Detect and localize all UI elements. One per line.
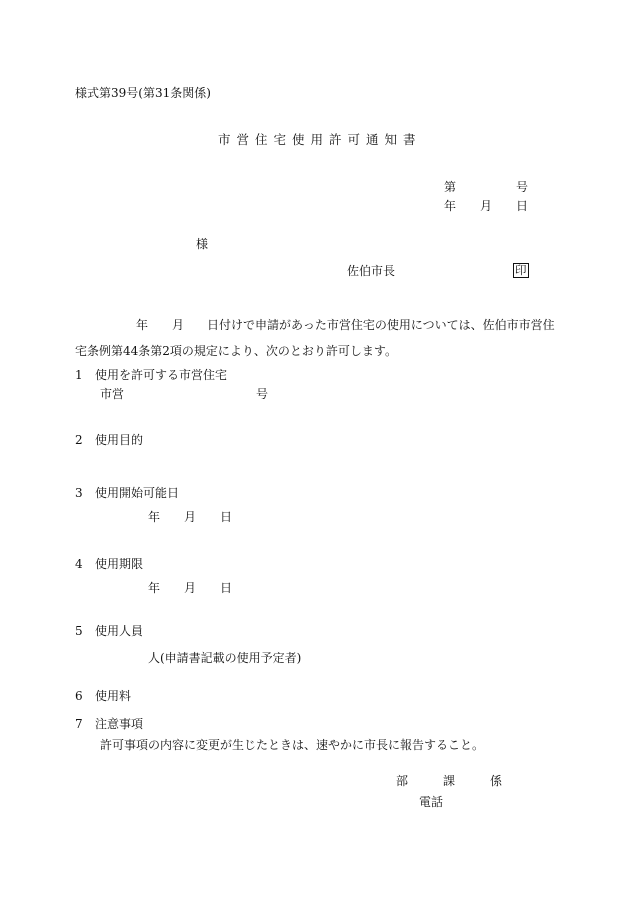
- item4-month: 月: [184, 581, 197, 595]
- contact-unit: 係: [490, 774, 503, 788]
- seal-label: 印: [515, 263, 527, 277]
- item2-number: 2: [75, 433, 83, 447]
- doc-no-prefix: 第: [444, 180, 457, 194]
- item1-suffix: 号: [256, 387, 269, 401]
- item3-year: 年: [148, 510, 161, 524]
- item5-label: 使用人員: [95, 624, 144, 638]
- item3-label: 使用開始可能日: [95, 486, 180, 500]
- body-line1-text: 日付けで申請があった市営住宅の使用については、佐伯市市営住: [207, 318, 555, 332]
- item7-detail: 許可事項の内容に変更が生じたときは、速やかに市長に報告すること。: [100, 738, 485, 752]
- item6-label: 使用料: [95, 689, 132, 703]
- body-month: 月: [172, 318, 185, 332]
- body-line2-text: 宅条例第44条第2項の規定により、次のとおり許可します。: [75, 344, 397, 358]
- date-month: 月: [480, 199, 493, 213]
- item6-number: 6: [75, 689, 83, 703]
- item4-label: 使用期限: [95, 557, 144, 571]
- item3-day: 日: [220, 510, 233, 524]
- item4-day: 日: [220, 581, 233, 595]
- item7-label: 注意事項: [95, 717, 144, 731]
- issuer-name: 佐伯市長: [347, 264, 396, 278]
- item5-detail: 人(申請書記載の使用予定者): [148, 651, 302, 665]
- contact-dept: 部: [396, 774, 409, 788]
- body-year: 年: [136, 318, 149, 332]
- recipient-honorific: 様: [196, 237, 209, 251]
- item7-number: 7: [75, 717, 83, 731]
- contact-section: 課: [443, 774, 456, 788]
- date-year: 年: [444, 199, 457, 213]
- item4-number: 4: [75, 557, 83, 571]
- contact-phone: 電話: [419, 795, 444, 809]
- document-title: 市営住宅使用許可通知書: [218, 132, 422, 147]
- date-day: 日: [516, 199, 529, 213]
- form-number: 様式第39号(第31条関係): [75, 86, 211, 100]
- item5-number: 5: [75, 624, 83, 638]
- seal-mark: [513, 263, 529, 278]
- item4-year: 年: [148, 581, 161, 595]
- item1-label: 使用を許可する市営住宅: [95, 368, 228, 382]
- item3-month: 月: [184, 510, 197, 524]
- item1-number: 1: [75, 368, 83, 382]
- item3-number: 3: [75, 486, 83, 500]
- item2-label: 使用目的: [95, 433, 144, 447]
- item1-prefix: 市営: [100, 387, 125, 401]
- doc-no-suffix: 号: [516, 180, 529, 194]
